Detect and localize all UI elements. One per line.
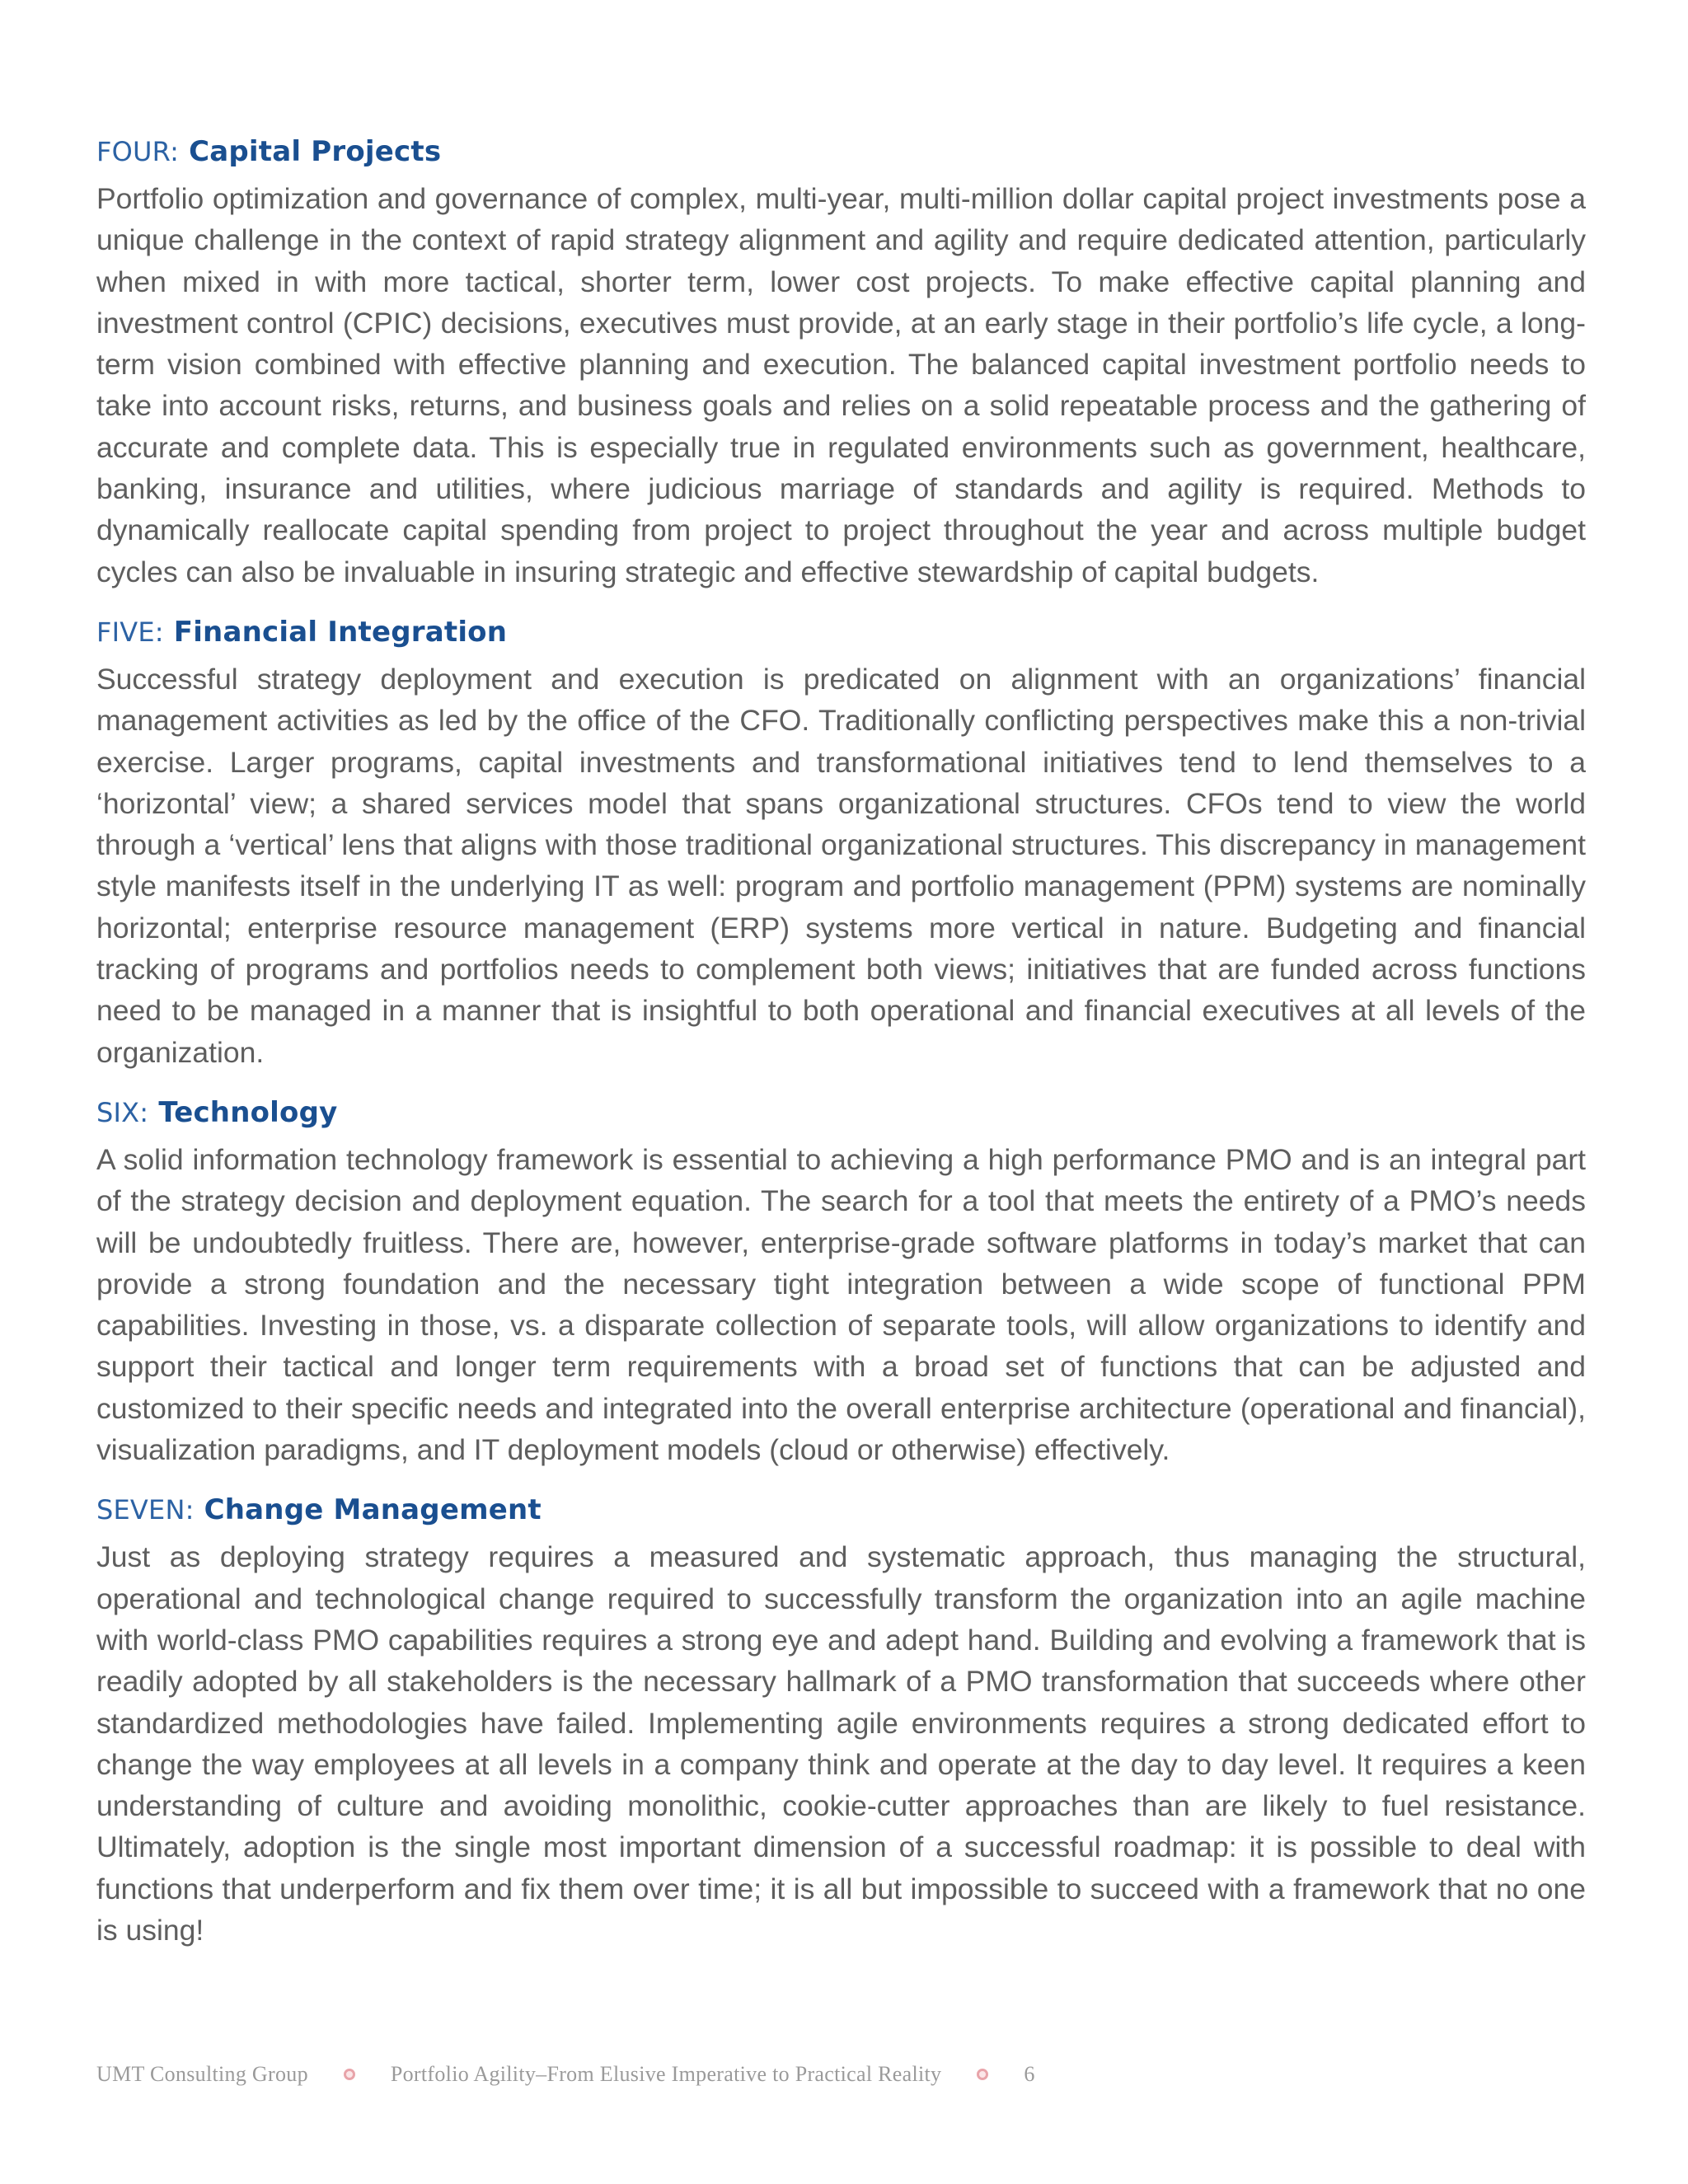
section-number: SEVEN: xyxy=(96,1494,195,1526)
document-page xyxy=(96,130,1586,1969)
footer-page-number: 6 xyxy=(1024,2062,1035,2086)
footer-separator-dot-icon xyxy=(977,2069,988,2080)
footer-separator-dot-icon xyxy=(344,2069,355,2080)
section-number: FOUR: xyxy=(96,136,180,167)
section-title: Technology xyxy=(158,1095,338,1129)
section-title: Capital Projects xyxy=(189,135,442,168)
section-body: Portfolio optimization and governance of complex, multi-year, multi-million dollar capital project investments pose a unique challenge in the context of rapid strategy alignment and agility and require dedicated attention, particularly when mixed in with more tactical, shorter term, lower cost projects. To make effective capital planning and investment control (CPIC) decisions, executives must provide, at an early stage in their portfolio’s life cycle, a long-term vision combined with effective planning and execution. The balanced capital investment portfolio needs to take into account risks, returns, and business goals and relies on a solid repeatable process and the gathering of accurate and complete data. This is especially true in regulated environments such as government, healthcare, banking, insurance and utilities, where judicious marriage of standards and agility is required. Methods to dynamically reallocate capital spending from project to project throughout the year and across multiple budget cycles can also be invaluable in insuring strategic and effective stewardship of capital budgets. xyxy=(96,182,1586,588)
section-change-management xyxy=(96,1488,1586,1951)
section-body: Just as deploying strategy requires a measured and systematic approach, thus managing the structural, operational and technological change required to successfully transform the organization into an agile machine with world-class PMO capabilities requires a strong eye and adept hand. Building and evolving a framework that is readily adopted by all stakeholders is the necessary hallmark of a PMO transformation that succeeds where other standardized methodologies have failed. Implementing agile environments requires a strong dedicated effort to change the way employees at all levels in a company think and operate at the day to day level. It requires a keen understanding of culture and avoiding monolithic, cookie-cutter approaches than are likely to fuel resistance. Ultimately, adoption is the single most important dimension of a successful roadmap: it is possible to deal with functions that underperform and fix them over time; it is all but impossible to succeed with a framework that no one is using! xyxy=(96,1540,1586,1947)
section-title: Change Management xyxy=(204,1493,542,1527)
section-number: FIVE: xyxy=(96,616,164,648)
footer-document-title: Portfolio Agility–From Elusive Imperative to Practical Reality xyxy=(390,2062,942,2086)
section-heading xyxy=(96,130,1586,173)
section-number: SIX: xyxy=(96,1096,149,1128)
section-body: Successful strategy deployment and execution is predicated on alignment with an organizations’ financial management activities as led by the office of the CFO. Traditionally conflicting perspectives make this a non-trivial exercise. Larger programs, capital investments and transformational initiatives tend to lend themselves to a ‘horizontal’ view; a shared services model that spans organizational structures. CFOs tend to view the world through a ‘vertical’ lens that aligns with those traditional organizational structures. This discrepancy in management style manifests itself in the underlying IT as well: program and portfolio management (PPM) systems are nominally horizontal; enterprise resource management (ERP) systems more vertical in nature. Budgeting and financial tracking of programs and portfolios needs to complement both views; initiatives that are funded across functions need to be managed in a manner that is insightful to both operational and financial executives at all levels of the organization. xyxy=(96,662,1586,1069)
section-technology xyxy=(96,1091,1586,1470)
section-capital-projects xyxy=(96,130,1586,593)
section-heading xyxy=(96,611,1586,654)
section-title: Financial Integration xyxy=(173,615,508,649)
footer-company: UMT Consulting Group xyxy=(96,2062,308,2086)
section-financial-integration xyxy=(96,611,1586,1073)
section-heading xyxy=(96,1488,1586,1531)
page-footer xyxy=(96,2062,1035,2087)
section-heading xyxy=(96,1091,1586,1134)
section-body: A solid information technology framework is essential to achieving a high performance PMO and is an integral part of the strategy decision and deployment equation. The search for a tool that meets the entirety of a PMO’s needs will be undoubtedly fruitless. There are, however, enterprise-grade software platforms in today’s market that can provide a strong foundation and the necessary tight integration between a wide scope of functional PPM capabilities. Investing in those, vs. a disparate collection of separate tools, will allow organizations to identify and support their tactical and longer term requirements with a broad set of functions that can be adjusted and customized to their specific needs and integrated into the overall enterprise architecture (operational and financial), visualization paradigms, and IT deployment models (cloud or otherwise) effectively. xyxy=(96,1142,1586,1467)
